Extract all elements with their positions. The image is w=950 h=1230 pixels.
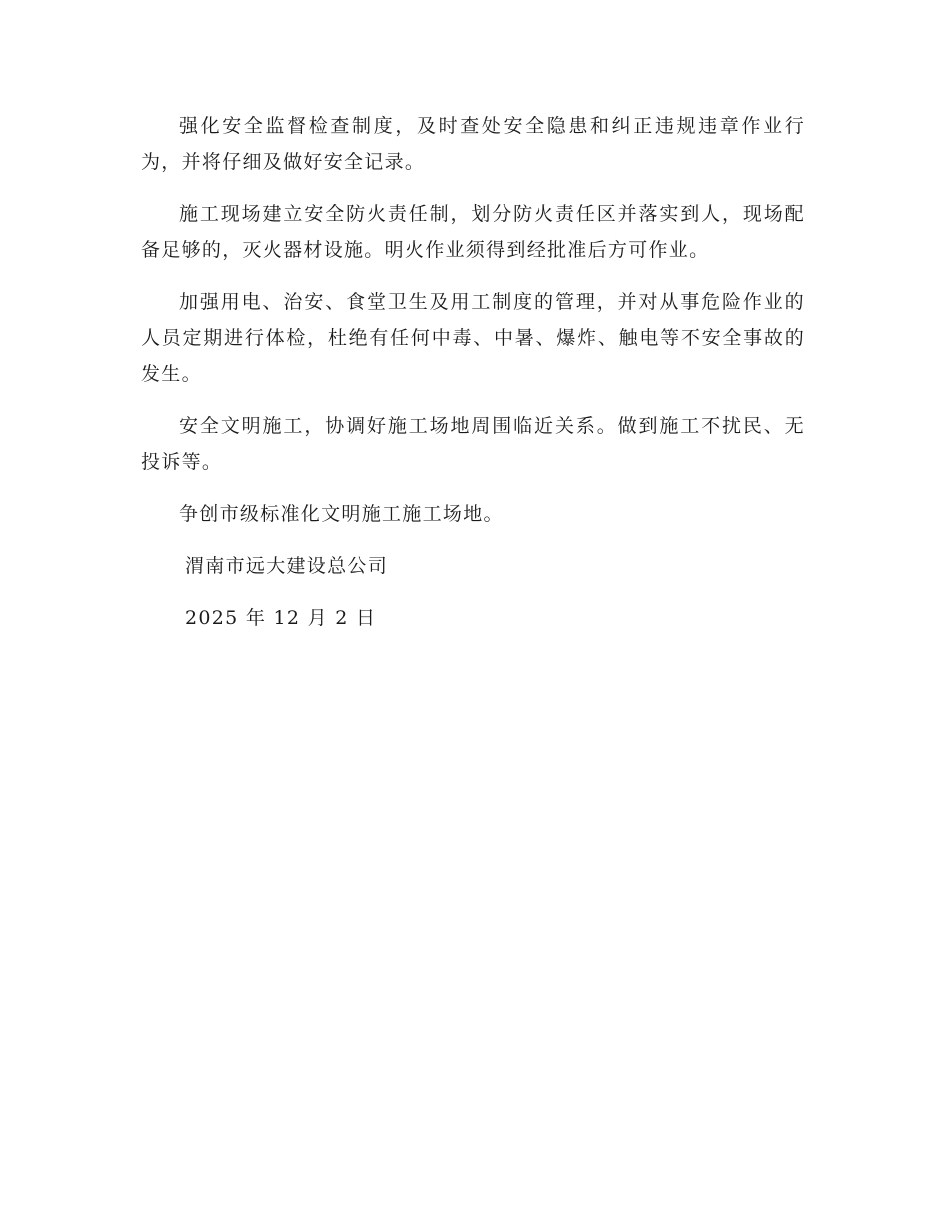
paragraph-fire-prevention: 施工现场建立安全防火责任制，划分防火责任区并落实到人，现场配备足够的，灭火器材设施。明火作业须得到经批准后方可作业。 (141, 203, 805, 261)
company-name: 渭南市远大建设总公司 (185, 555, 389, 577)
paragraph-civilized-construction: 安全文明施工，协调好施工场地周围临近关系。做到施工不扰民、无投诉等。 (141, 415, 805, 473)
paragraph-safety-inspection: 强化安全监督检查制度，及时查处安全隐患和纠正违规违章作业行为，并将仔细及做好安全记录。 (141, 115, 805, 173)
document-date: 2025 年 12 月 2 日 (185, 607, 377, 629)
paragraph-management: 加强用电、治安、食堂卫生及用工制度的管理，并对从事危险作业的人员定期进行体检，杜绝有任何中毒、中暑、爆炸、触电等不安全事故的发生。 (141, 291, 805, 385)
document-body (141, 108, 805, 652)
paragraph-standard-site: 争创市级标准化文明施工施工场地。 (179, 503, 504, 525)
